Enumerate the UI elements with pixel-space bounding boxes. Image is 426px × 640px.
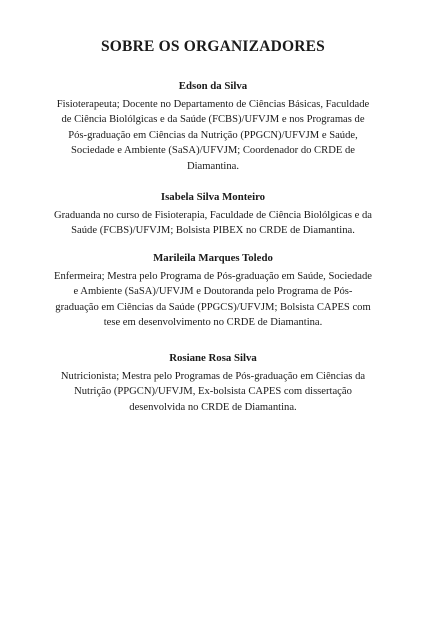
organizer-bio: Graduanda no curso de Fisioterapia, Faculdade de Ciência Biolólgicas e da Saúde (FCBS)/UFVJM; Bolsista PIBEX no CRDE de Diamantina. bbox=[53, 209, 372, 237]
organizer-entry-4 bbox=[52, 351, 374, 415]
organizer-bio: Fisioterapeuta; Docente no Departamento de Ciências Básicas, Faculdade de Ciência Biolólgicas e da Saúde (FCBS)/UFVJM e nos Programas de Pós-graduação em Ciências da Nutrição (PPGCN)/UFVJM e Saúde, Sociedade e Ambiente (SaSA)/UFVJM; Coordenador do CRDE de Diamantina. bbox=[56, 98, 370, 172]
organizer-name: Marileila Marques Toledo bbox=[153, 252, 273, 264]
organizer-entry-1 bbox=[52, 79, 374, 175]
organizer-name: Isabela Silva Monteiro bbox=[160, 191, 266, 203]
organizer-name: Edson da Silva bbox=[178, 80, 248, 92]
organizer-bio: Nutricionista; Mestra pelo Programas de Pós-graduação em Ciências da Nutrição (PPGCN)/UFVJM, Ex-bolsista CAPES com dissertação desenvolvida no CRDE de Diamantina. bbox=[60, 370, 366, 413]
organizer-entry-3 bbox=[52, 251, 374, 331]
organizer-name: Rosiane Rosa Silva bbox=[169, 352, 257, 364]
organizer-bio: Enfermeira; Mestra pelo Programa de Pós-graduação em Saúde, Sociedade e Ambiente (SaSA)/UFVJM e Doutoranda pelo Programa de Pós-graduação em Ciências da Saúde (PPGCS)/UFVJM; Bolsista CAPES com tese em desenvolvimento no CRDE de Diamantina. bbox=[54, 270, 372, 329]
page-title: SOBRE OS ORGANIZADORES bbox=[100, 38, 326, 55]
organizer-entry-2 bbox=[52, 190, 374, 239]
